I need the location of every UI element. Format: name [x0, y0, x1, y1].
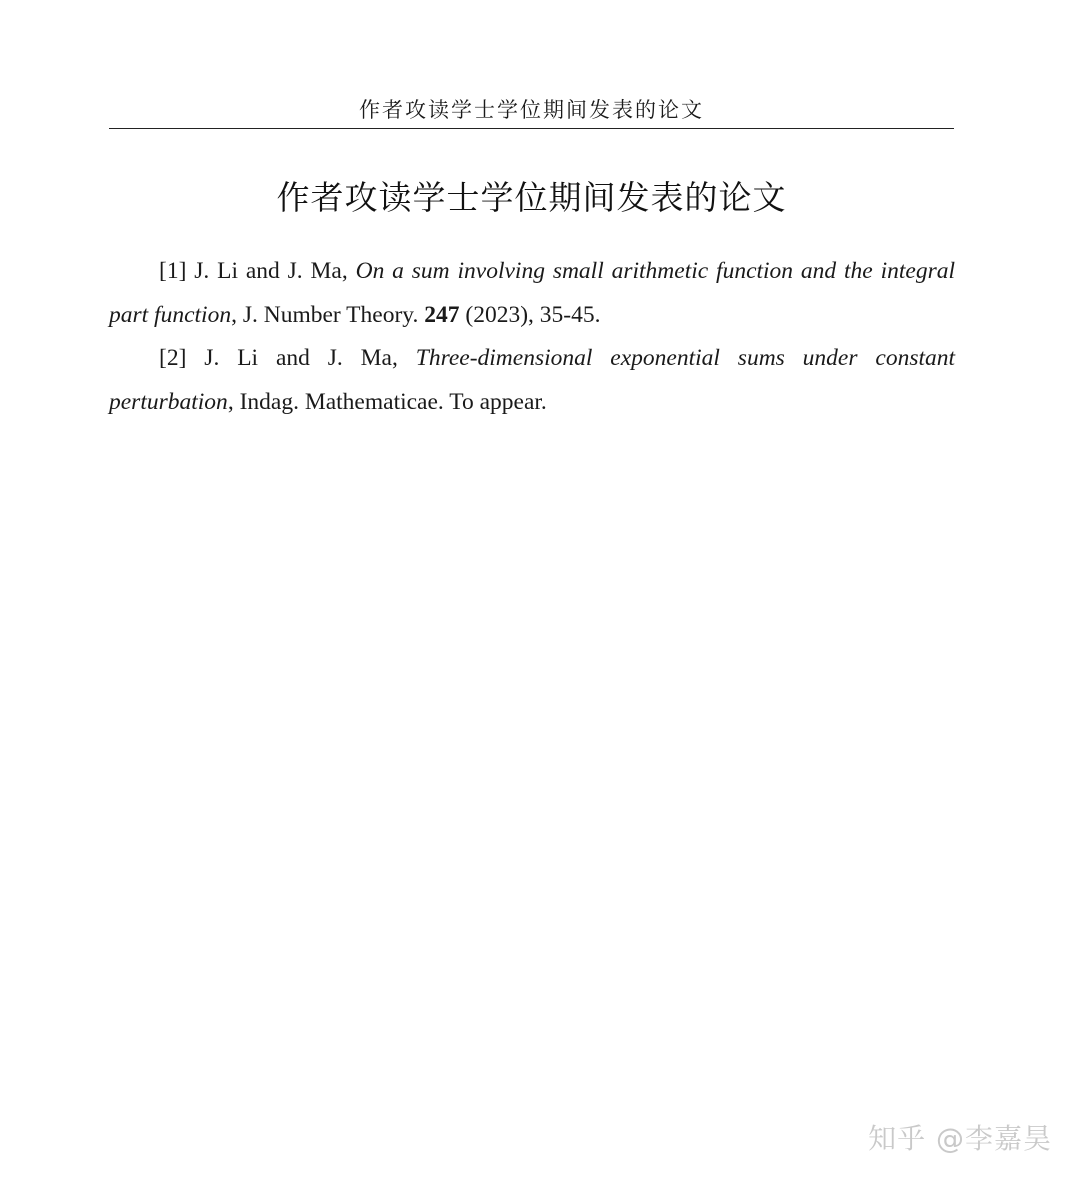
reference-title: On a sum involving small arithmetic function and the integral part function [109, 258, 955, 328]
reference-number: [2] [159, 345, 187, 371]
reference-title: Three-dimensional exponential sums under constant perturbation [109, 345, 956, 415]
reference-item-2 [109, 337, 955, 424]
reference-authors: J. Li and J. Ma, [204, 345, 398, 371]
reference-authors: J. Li and J. Ma, [194, 258, 348, 284]
reference-list [109, 250, 955, 424]
header-rule [109, 128, 954, 129]
reference-number: [1] [159, 258, 187, 284]
reference-journal: , J. Number Theory. [231, 301, 419, 328]
watermark: 知乎 @李嘉昊 [868, 1122, 1052, 1155]
reference-journal: , Indag. Mathematicae. To appear. [227, 388, 547, 415]
reference-details: (2023), 35-45. [465, 301, 601, 328]
running-header: 作者攻读学士学位期间发表的论文 [359, 98, 704, 122]
reference-volume: 247 [424, 301, 460, 328]
page-title: 作者攻读学士学位期间发表的论文 [276, 178, 787, 217]
reference-item-1 [109, 250, 955, 337]
